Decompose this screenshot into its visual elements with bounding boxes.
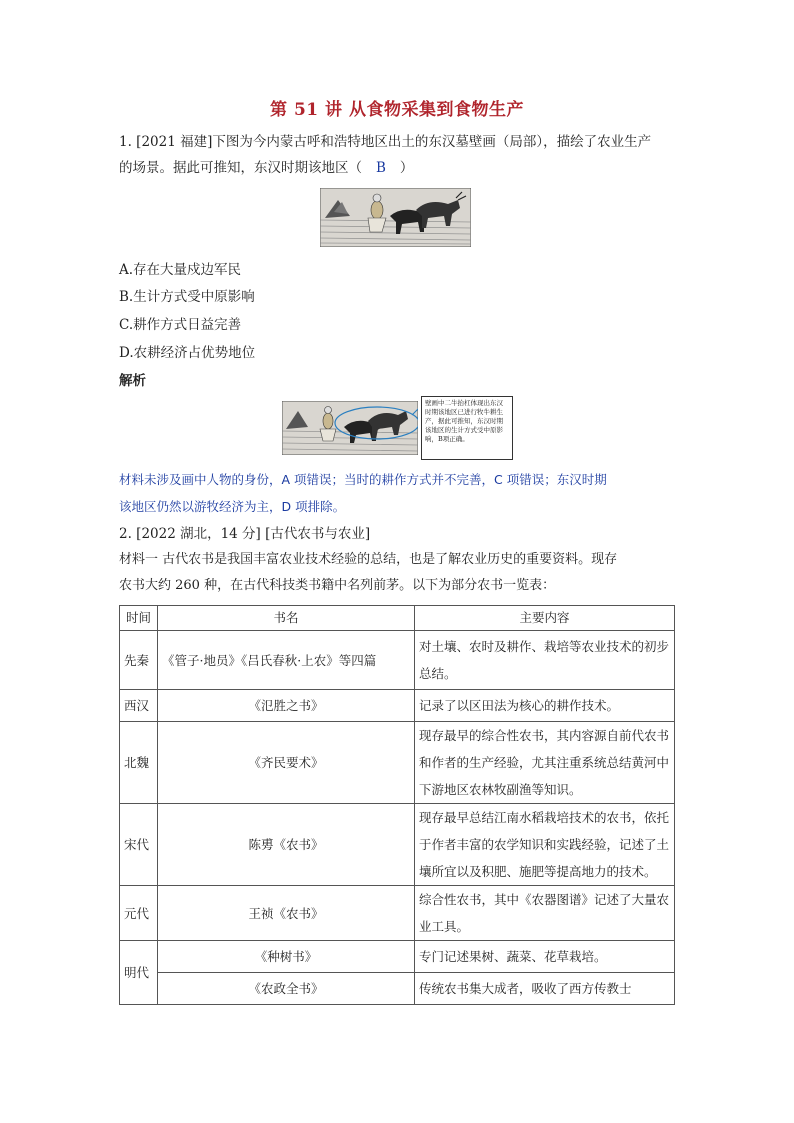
q1-answer: B [376,160,386,176]
header-period: 时间 [120,606,158,631]
q1-stem-suffix: ） [399,160,414,176]
content-cell: 专门记述果树、蔬菜、花草栽培。 [415,941,675,973]
period-cell: 明代 [120,941,158,1005]
period-cell: 北魏 [120,722,158,804]
table-row [120,631,675,690]
table-row [120,690,675,722]
book-cell: 《齐民要术》 [158,722,415,804]
agricultural-books-table [119,605,675,1005]
q1-stem-line1: 1. [2021 福建]下图为今内蒙古呼和浩特地区出土的东汉墓壁画（局部），描绘了农业生产 [119,134,652,150]
q2-stem: 2. [2022 湖北，14 分] [古代农书与农业] [119,526,371,542]
mural-annotated-image [282,401,418,455]
q1-option-d: D.农耕经济占优势地位 [119,345,256,361]
book-cell: 陈旉《农书》 [158,804,415,886]
period-cell: 宋代 [120,804,158,886]
table-row [120,941,675,973]
content-cell: 记录了以区田法为核心的耕作技术。 [415,690,675,722]
table-row [120,722,675,804]
q1-option-a: A.存在大量戍边军民 [119,262,242,278]
header-content: 主要内容 [415,606,675,631]
book-cell: 王祯《农书》 [158,886,415,941]
book-cell: 《农政全书》 [158,973,415,1005]
book-cell: 《种树书》 [158,941,415,973]
table-row [120,973,675,1005]
q2-material-line1: 材料一 古代农书是我国丰富农业技术经验的总结，也是了解农业历史的重要资料。现存 [119,552,618,567]
q1-explanation-line2: 该地区仍然以游牧经济为主，D 项排除。 [119,499,346,514]
period-cell: 元代 [120,886,158,941]
q1-stem-prefix: 的场景。据此可推知，东汉时期该地区（ [119,160,362,176]
q1-option-c: C.耕作方式日益完善 [119,317,242,333]
table-row [120,886,675,941]
header-book: 书名 [158,606,415,631]
q1-stem-line2 [119,158,413,178]
period-cell: 西汉 [120,690,158,722]
q1-option-b: B.生计方式受中原影响 [119,289,255,305]
book-cell: 《管子·地员》《吕氏春秋·上农》等四篇 [158,631,415,690]
content-cell: 现存最早的综合性农书，其内容源自前代农书和作者的生产经验，尤其注重系统总结黄河中下游地区农林牧副渔等知识。 [415,722,675,804]
content-cell: 综合性农书，其中《农器图谱》记述了大量农业工具。 [415,886,675,941]
content-cell: 对土壤、农时及耕作、栽培等农业技术的初步总结。 [415,631,675,690]
content-cell: 传统农书集大成者，吸收了西方传教士 [415,973,675,1005]
q2-material-line2: 农书大约 260 种，在古代科技类书籍中名列前茅。以下为部分农书一览表： [119,578,556,593]
book-cell: 《氾胜之书》 [158,690,415,722]
page-title: 第 51 讲 从食物采集到食物生产 [270,100,524,120]
analysis-label: 解析 [119,373,146,389]
q1-explanation-line1: 材料未涉及画中人物的身份，A 项错误；当时的耕作方式并不完善，C 项错误；东汉时期 [119,472,607,487]
content-cell: 现存最早总结江南水稻栽培技术的农书，依托于作者丰富的农学知识和实践经验，记述了土壤所宜以及积肥、施肥等提高地力的技术。 [415,804,675,886]
mural-image [320,188,471,247]
annotation-box: 壁画中二牛抬杠体现出东汉时期该地区已进行牧牛耕生产，据此可推知，东汉时期该地区的生计方式受中原影响，B项正确。 [421,396,513,460]
period-cell: 先秦 [120,631,158,690]
table-row [120,804,675,886]
table-header-row [120,606,675,631]
